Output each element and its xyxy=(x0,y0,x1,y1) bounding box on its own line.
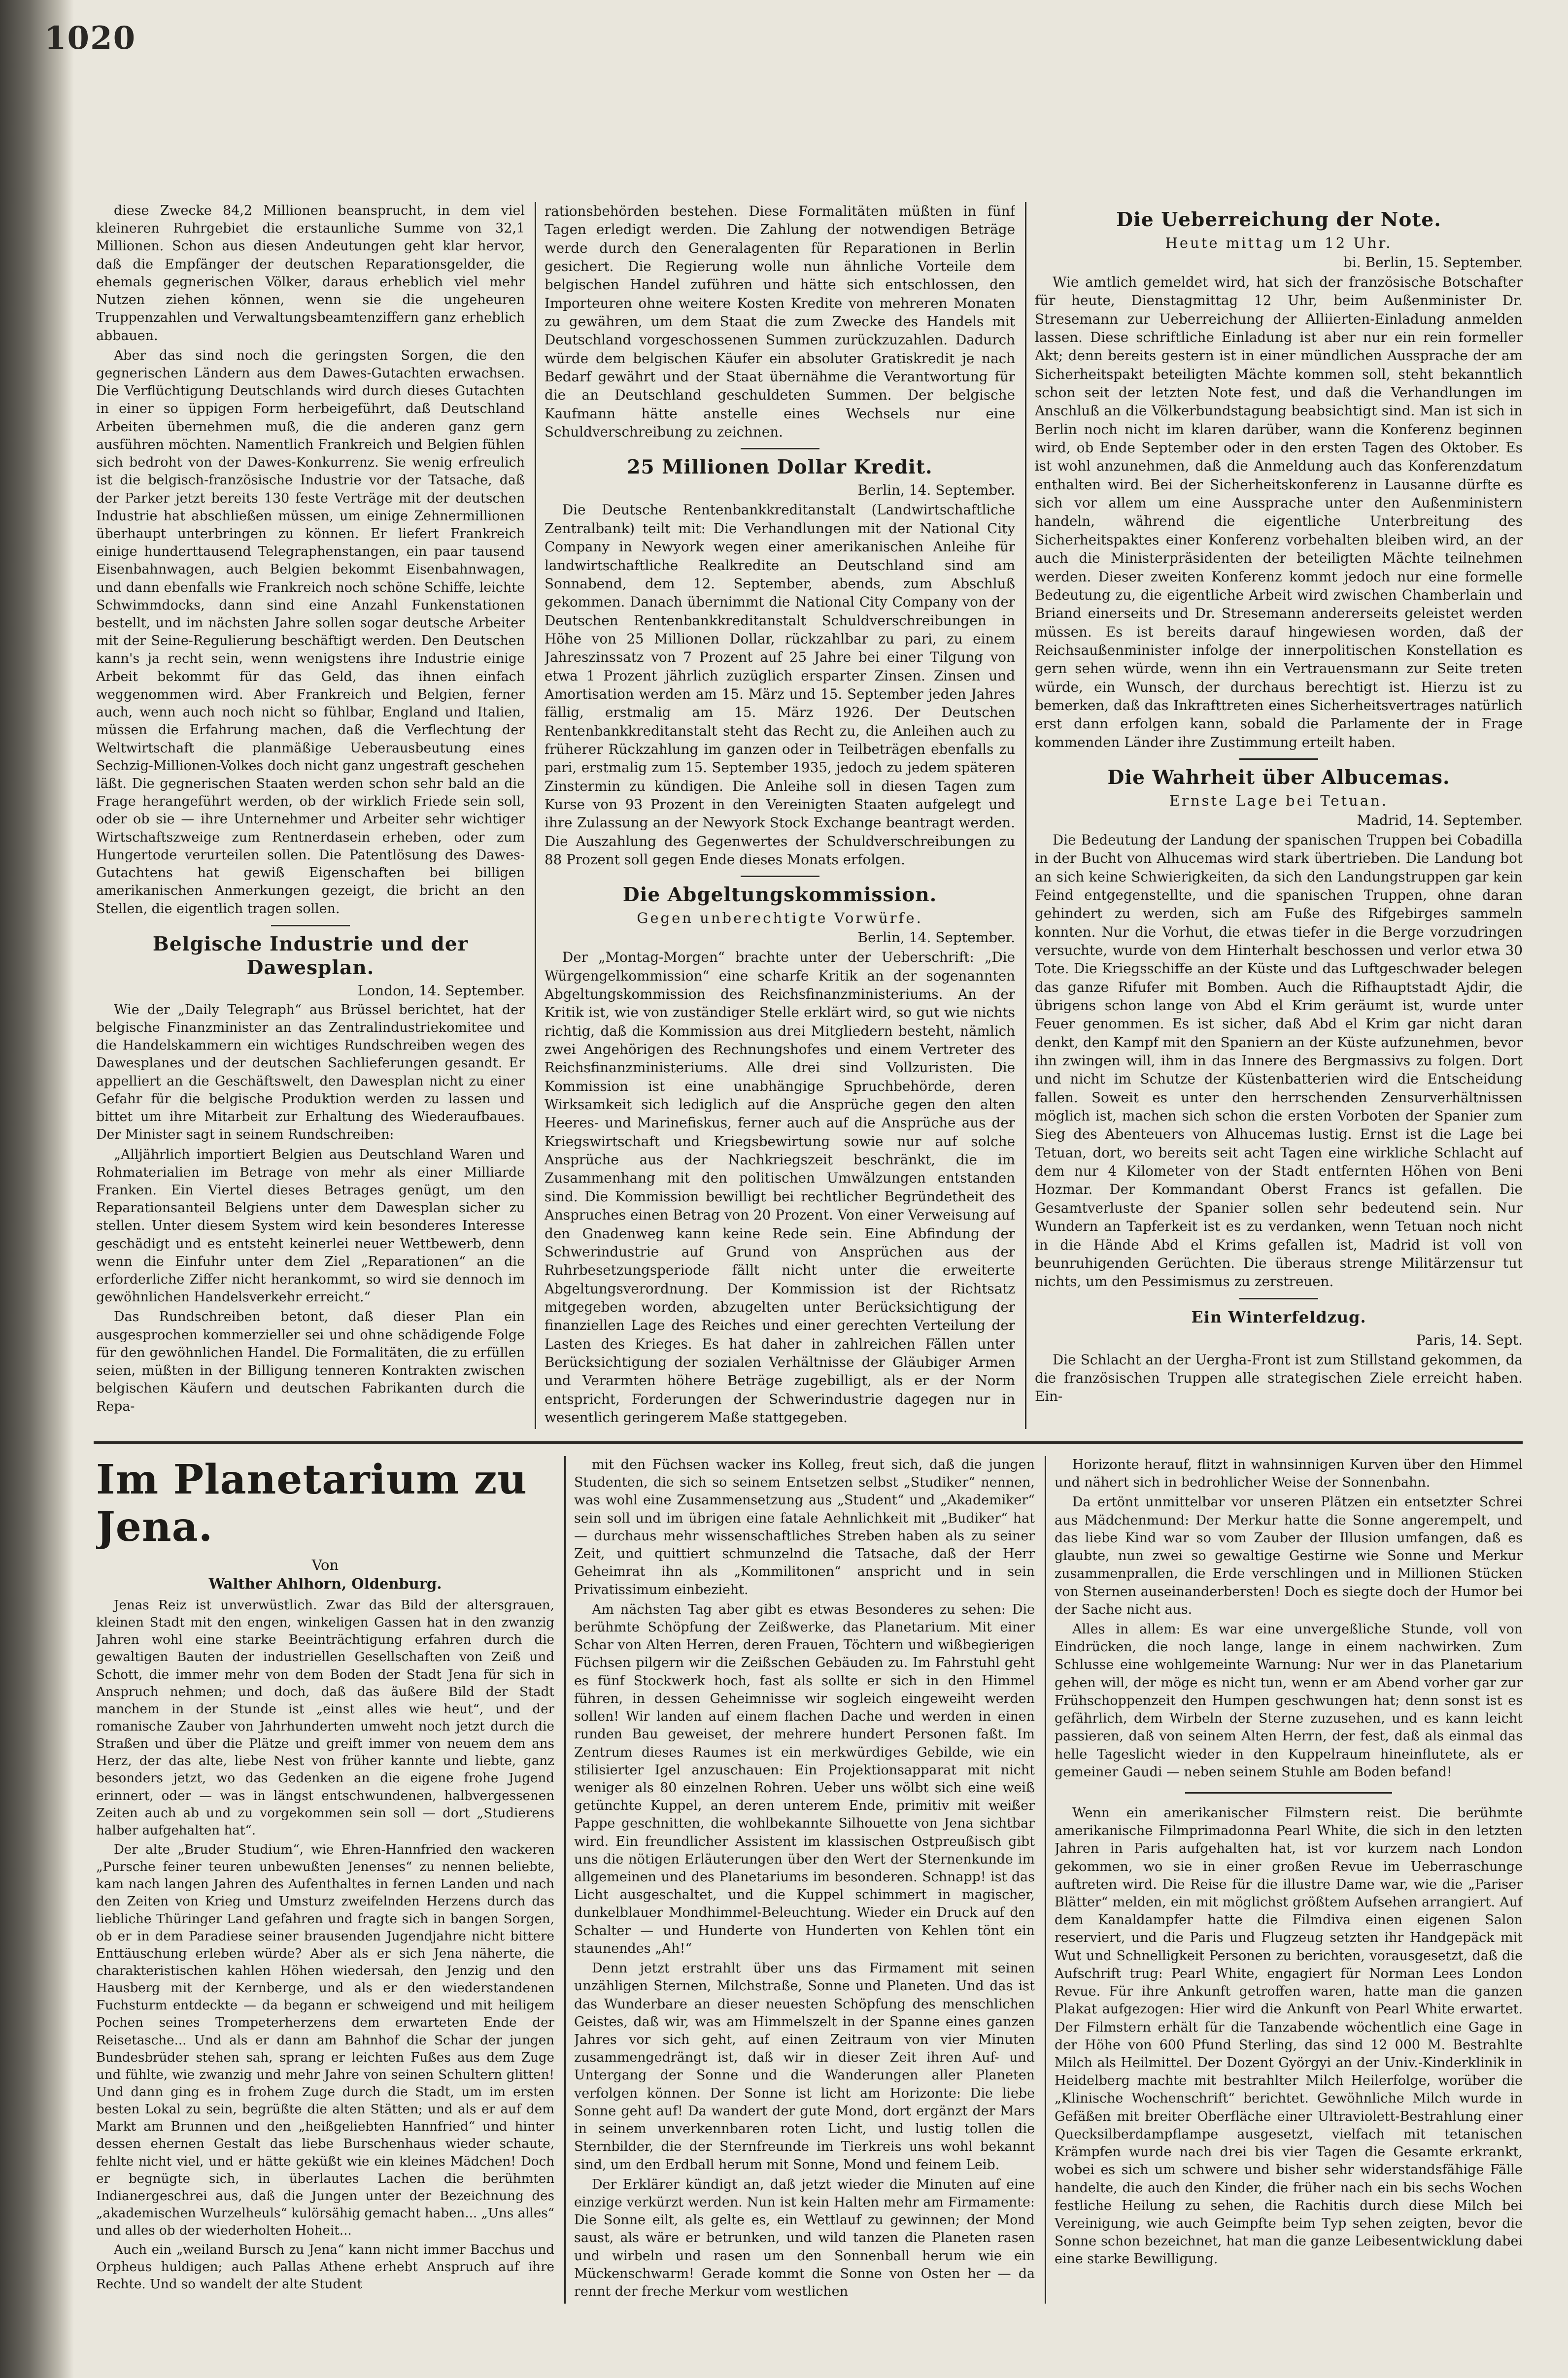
paragraph: Auch ein „weiland Bursch zu Jena“ kann nicht immer Bacchus und Orpheus huldigen; auch Pallas Athene erhebt Anspruch auf ihre Rechte. Und so wandelt der alte Student xyxy=(96,2242,554,2292)
col3-body-2 xyxy=(1035,831,1523,1291)
paragraph: Jenas Reiz ist unverwüstlich. Zwar das Bild der altersgrauen, kleinen Stadt mit den engen, winkeligen Gassen hat in den zwanzig Jahren wohl eine starke Beeinträchtigung erfahren durch die gewaltigen Bauten der industriellen Gesellschaften von Zeiß und Schott, die immer mehr von dem Boden der Stadt Jena für sich in Anspruch nehmen; und doch, daß das äußere Bild der Stadt manchem in der Stunde ist „einst alles wie heut“, und der romanische Zauber von Jahrhunderten umweht noch jetzt durch die Straßen und über die Plätze und greift immer von neuem dem ans Herz, der das alte, liebe Nest von früher kannte und liebte, ganz besonders jetzt, wo das Gedenken an die eigene frohe Jugend erinnert, oder — was in längst entschwundenen, halbvergessenen Zeiten auch ab und zu vorgekommen sein soll — dort „Studierens halber aufgehalten hat“. xyxy=(96,1598,554,1838)
top-column-2 xyxy=(545,202,1015,1429)
paragraph: Die Bedeutung der Landung der spanischen Truppen bei Cobadilla in der Bucht von Alhucemas wird stark übertrieben. Die Landung bot an sich keine Schwierigkeiten, da sich den Landungstruppen gar kein Feind entgegenstellte, und die spanischen Truppen, ohne daran gehindert zu werden, sich am Fuße des Rifgebirges sammeln konnten. Nur die Vorhut, die etwas tiefer in die Berge vorzudringen versuchte, wurde von dem Hinterhalt beschossen und verlor etwa 30 Tote. Die Kriegsschiffe an der Küste und das Luftgeschwader belegen das ganze Rifufer mit Bomben. Auch die Rifhauptstadt Ajdir, die übrigens schon lange von Abd el Krim geräumt ist, wurde unter Feuer genommen. Es ist sicher, daß Abd el Krim gar nicht daran denkt, den Kampf mit den Spaniern an der Küste aufzunehmen, bevor ihn zwingen will, ihm in das Innere des Bergmassivs zu folgen. Dort und nicht im Schutze der Küstenbatterien wird die Entscheidung fallen. Soweit es unter den herrschenden Zensurverhältnissen möglich ist, machen sich schon die ersten Vorboten der Spanier zum Sieg des Abenteuers von Alhucemas lustig. Ernst ist die Lage bei Tetuan, dort, wo bereits seit acht Tagen eine wirkliche Schlacht auf dem nur 4 Kilometer von der Stadt entfernten Höhen von Beni Hozmar. Der Kommandant Oberst Francs ist gefallen. Die Gesamtverluste der Spanier sollen sehr bedeutend sein. Nur Wundern an Tapferkeit ist es zu verdanken, wenn Tetuan noch nicht in die Hände Abd el Krims gefallen ist, Madrid ist voll von beunruhigenden Gerüchten. Die überaus strenge Militärzensur tut nichts, um den Pessimismus zu zerstreuen. xyxy=(1035,831,1523,1290)
paragraph: mit den Füchsen wacker ins Kolleg, freut sich, daß die jungen Studenten, die sich so seinem Entsetzen selbst „Studiker“ nennen, was wohl eine Zusammensetzung aus „Student“ und „Akademiker“ sein soll und im übrigen eine fatale Aehnlichkeit mit „Budiker“ hat — durchaus mehr wissenschaftliches Streben haben als zu seiner Zeit, und quittiert schmunzelnd die Tatsache, daß der Herr Geheimrat ihn als „Kommilitonen“ anspricht und in sein Privatissimum einbezieht. xyxy=(574,1457,1035,1597)
separator xyxy=(741,876,819,877)
headline-ueberreichung-note: Die Ueberreichung der Note. xyxy=(1116,208,1441,231)
paragraph: Der Erklärer kündigt an, daß jetzt wieder die Minuten auf eine einzige verkürzt werden. Nun ist kein Halten mehr am Firmamente: Die Sonne eilt, als gelte es, ein Wettlauf zu gewinnen; der Mond saust, als wäre er betrunken, und wild tanzen die Planeten rasen und wirbeln und rasen um den Sonnenball herum wie ein Mückenschwarm! Gerade kommt die Sonne von Osten her — da rennt der freche Merkur vom westlichen xyxy=(574,2176,1035,2300)
column-rule xyxy=(564,1456,566,2304)
binding-shadow xyxy=(0,0,74,2378)
paragraph: Alles in allem: Es war eine unvergeßliche Stunde, voll von Eindrücken, die noch lange, lange in einem nachwirken. Zum Schlusse eine wohlgemeinte Warnung: Nur wer in das Planetarium gehen will, der möge es nicht tun, wenn er am Abend vorher gar zur Frühschoppenzeit den Humpen geschwungen hat; denn sonst ist es gefährlich, dem Wirbeln der Sterne zuzusehen, und es kann leicht passieren, daß von seinem Alten Herrn, der fest, daß als einmal das helle Tageslicht wieder in den Kuppelraum hineinflutete, als er gemeiner Gaudi — neben seinem Stuhle am Boden befand! xyxy=(1055,1621,1523,1780)
separator xyxy=(741,448,819,449)
paragraph: Da ertönt unmittelbar vor unseren Plätzen ein entsetzter Schrei aus Mädchenmund: Der Merkur hatte die Sonne angerempelt, und das liebe Kind war so vom Zauber der Illusion umfangen, daß es glaubte, nun zwei so gewaltige Gestirne wie Sonne und Merkur zusammenprallen, die Erde verschlingen und in Millionen Stücken von Sternen auseinanderbersten! Doch es siegte doch der Humor bei der Sache nicht aus. xyxy=(1055,1495,1523,1617)
dateline: bi. Berlin, 15. September. xyxy=(1343,254,1523,271)
column-rule xyxy=(535,202,536,1429)
page-number: 1020 xyxy=(44,20,136,57)
paragraph: Das Rundschreiben betont, daß dieser Plan ein ausgesprochen kommerzieller sei und ohne schädigende Folge für den gewöhnlichen Handel. Die Formalitäten, die zu erfüllen seien, müßten in der Billigung tenneren Kontrakten zwischen belgischen Käufern und deutschen Fabrikanten durch die Repa- xyxy=(96,1309,525,1414)
paragraph: „Alljährlich importiert Belgien aus Deutschland Waren und Rohmaterialien im Betrage von mehr als einer Milliarde Franken. Ein Viertel dieses Betrages genügt, um den Reparationsanteil Belgiens unter dem Dawesplan sicher zu stellen. Unter diesem System wird kein besonderes Interesse geschädigt und es entsteht keinerlei neuer Wettbewerb, denn wenn die Einfuhr unter dem Ziel „Reparationen“ an die erforderliche Ziffer nicht herankommt, so wird sie dennoch im gewöhnlichen Handelsverkehr erreicht.“ xyxy=(96,1147,525,1305)
paragraph: Der „Montag-Morgen“ brachte unter der Ueberschrift: „Die Würgengelkommission“ eine scharfe Kritik an der sogenannten Abgeltungskommission des Reichsfinanzministeriums. An der Kritik ist, wie von zuständiger Stelle erklärt wird, so gut wie nichts richtig, daß die Kommission aus drei Mitgliedern besteht, nämlich zwei Angehörigen des Rechnungshofes und einem Vertreter des Reichsfinanzministeriums. Alle drei sind Vollzuristen. Die Kommission ist eine unabhängige Spruchbehörde, deren Wirksamkeit sich lediglich auf die Ansprüche gegen den alten Heeres- und Marinefiskus, ferner auch auf die Ansprüche aus der Kriegswirtschaft und Kriegsbewirtung sowie nur auf solche Ansprüche aus der Nachkriegszeit beschränkt, die im Zusammenhang mit den politischen Umwälzungen entstanden sind. Die Kommission bewilligt bei rechtlicher Begründetheit des Anspruches einen Betrag von 20 Prozent. Von einer Verweisung auf den Gnadenweg kann keine Rede sein. Eine Abfindung der Schwerindustrie auf Grund von Ansprüchen aus der Ruhrbesetzungsperiode fällt nicht unter die erweiterte Abgeltungsverordnung. Der Kommission ist der Richtsatz mitgegeben worden, abzugelten unter Berücksichtigung der finanziellen Lage des Reiches und einer gerechten Verteilung der Lasten des Krieges. Es hat daher in zahlreichen Fällen unter Berücksichtigung der sozialen Verhältnisse der Gläubiger Armen und Verarmten höhere Beträge zugebilligt, als er der Norm entspricht, Forderungen der Schwerindustrie dagegen nur in wesentlich geringerem Maße stattgegeben. xyxy=(545,949,1015,1426)
paragraph: Der alte „Bruder Studium“, wie Ehren-Hannfried den wackeren „Pursche feiner teuren unbewußten Jenenses“ zu nennen beliebte, kam nach langen Jahren des Aufenthaltes in fernen Landen und nach den Zeiten von Krieg und Umsturz zweifelnden Herzens durch das liebliche Thüringer Land gefahren und fragte sich in bangen Sorgen, ob er in dem Paradiese seiner brausenden Jugendjahre nicht bittere Enttäuschung erleben würde? Aber als er sich Jena näherte, die charakteristischen kahlen Höhen wiedersah, den Jenzig und den Hausberg mit der Kernberge, und als er den wiederstandenen Fuchsturm entdeckte — da begann er schweigend und mit heiligem Pochen seines Trompeterherzens dem erwarteten Ende der Reisetasche... Und als er dann am Bahnhof die Schar der jungen Bundesbrüder stehen sah, sprang er leichten Fußes aus dem Zuge und fühlte, wie zwanzig und mehr Jahre von seinen Schultern glitten! Und dann ging es in frohem Zuge durch die Stadt, um im ersten besten Lokal zu sein, begrüßte die alten Stätten; und als er auf dem Markt am Brunnen und den „heißgeliebten Hannfried“ und hinter dessen ehernen Gestalt das liebe Burschenhaus wieder schaute, fehlte nicht viel, und er hätte geküßt wie ein kleines Mädchen! Doch er begnügte sich, in überlautes Lachen die berühmten Indianergeschrei aus, daß die Jungen unter der Bezeichnung des „akademischen Wurzelheuls“ kulörsähig gemacht haben... „Uns alles“ und alles ob der wiederholten Hoheit... xyxy=(96,1842,554,2239)
col2-body xyxy=(545,202,1015,441)
headline-winterfeldzug: Ein Winterfeldzug. xyxy=(1191,1307,1366,1326)
paragraph: Aber das sind noch die geringsten Sorgen, die den gegnerischen Ländern aus dem Dawes-Gutachten erwachsen. Die Verflüchtigung Deutschlands wird durch dieses Gutachten in einer so üppigen Form herbeigeführt, daß Deutschland Arbeiten übernehmen muß, die die anderen ganz gern ausführen möchten. Namentlich Frankreich und Belgien fühlen sich bedroht von der Dawes-Konkurrenz. Sie wenig erfreulich ist die belgisch-französische Industrie vor der Tatsache, daß der Parker jetzt bereits 130 feste Verträge mit der deutschen Industrie hat abschließen müssen, um einige Zehnermillionen überhaupt unterbringen zu können. Er liefert Frankreich einige hunderttausend Telegraphenstangen, ein paar tausend Eisenbahnwagen, auch Belgien bekommt Eisenbahnwagen, und dann ebenfalls wie Frankreich noch schöne Schiffe, leichte Schwimmdocks, dann sind eine Anzahl Funkenstationen bestellt, und im nächsten Jahre sollen sogar deutsche Arbeiter mit der Seine-Regulierung beschäftigt werden. Den Deutschen kann's ja recht sein, wenn wenigstens ihre Industrie einige Arbeit bekommt für das Geld, das ihnen einfach weggenommen wird. Aber Frankreich und Belgien, ferner auch, wenn auch noch nicht so fühlbar, England und Italien, müssen die Erfahrung machen, daß die Verflechtung der Weltwirtschaft die planmäßige Ueberausbeutung eines Sechzig-Millionen-Volkes doch nicht ganz ungestraft geschehen läßt. Die gegnerischen Staaten werden schon sehr bald an die Frage herangeführt werden, ob der wirklich Friede sein soll, oder ob sie — ihre Unternehmer und Arbeiter sehr wichtiger Wirtschaftszweige zum Rentnerdasein erheben, oder zum Hungertode verurteilen sollen. Die Patentlösung des Dawes-Gutachtens hat gewiß Eigenschaften bei billigen amerikanischen Anmerkungen gezeigt, die bricht an den Stellen, die eigentlich tragen sollen. xyxy=(96,347,525,917)
separator xyxy=(1239,758,1318,760)
paragraph: Wenn ein amerikanischer Filmstern reist. Die berühmte amerikanische Filmprimadonna Pearl White, die sich in den letzten Jahren in Paris aufgehalten hat, ist vor kurzem nach London gekommen, wo sie in einer großen Revue im Ueberraschunge auftreten wird. Die Reise für die illustre Dame war, wie die „Pariser Blätter“ melden, ein mit möglichst größtem Aufsehen arrangiert. Auf dem Kanaldampfer hatte die Filmdiva einen eigenen Salon reserviert, und die Paris und Flugzeug setzten ihr Handgepäck mit Wut und Schnelligkeit Personen zu berichten, vorausgesetzt, daß die Aufschrift trug: Pearl White, engagiert für Norman Lees London Revue. Für ihre Ankunft getroffen waren, hatte man die ganzen Plakat aufgezogen: Hier wird die Ankunft von Pearl White erwartet. Der Filmstern erhält für die Tanzabende wöchentlich eine Gage in der Höhe von 600 Pfund Sterling, das sind 12 000 M. Bestrahlte Milch als Heilmittel. Der Dozent Györgyi an der Univ.-Kinderklinik in Heidelberg machte mit bestrahlter Milch Heilerfolge, worüber die „Klinische Wochenschrift“ berichtet. Gewöhnliche Milch wurde in Gefäßen mit breiter Oberfläche einer Ultraviolett-Bestrahlung einer Quecksilberdampflampe ausgesetzt, vielfach mit tetanischen Krämpfen wurde nach drei bis vier Tagen die Gesamte erkrankt, wobei es sich um schwere und bisher sehr widerstandsfähige Fälle handelte, die auch den Kinder, die früher nach ein bis sechs Wochen festliche Heilung zu sehen, die Rachitis durch diese Milch bei Vereinigung, wie auch Geimpfte beim Typ sehen zeigten, bevor die Sonne schon bezeichnet, hat man die ganze Leibesentwicklung dabei eine starke Bewilligung. xyxy=(1055,1805,1523,2267)
col3-body-3 xyxy=(1035,1351,1523,1406)
author-name: Walther Ahlhorn, Oldenburg. xyxy=(208,1575,442,1592)
top-column-3 xyxy=(1035,202,1523,1429)
feuilleton-body-3 xyxy=(1055,1456,1523,1781)
paragraph: diese Zwecke 84,2 Millionen beansprucht, in dem viel kleineren Ruhrgebiet die erstaunliche Summe von 32,1 Millionen. Schon aus diesen Andeutungen geht klar hervor, daß die Empfänger der deutschen Reparationsgelder, die ehemals gegnerischen Völker, daraus erheblich viel mehr Nutzen ziehen können, wenn sie die ungeheuren Truppenzahlen und Verwaltungsbeamtenziffern ganz erheblich abbauen. xyxy=(96,203,525,343)
paragraph: Die Deutsche Rentenbankkreditanstalt (Landwirtschaftliche Zentralbank) teilt mit: Die Verhandlungen mit der National City Company in Newyork wegen einer amerikanischen Anleihe für landwirtschaftliche Realkredite an Deutschland sind am Sonnabend, dem 12. September, abends, zum Abschluß gekommen. Danach übernimmt die National City Company von der Deutschen Rentenbankkreditanstalt Schuldverschreibungen in Höhe von 25 Millionen Dollar, rückzahlbar zu pari, zu einem Jahreszinssatz von 7 Prozent auf 25 Jahre bei einer Tilgung von etwa 1 Prozent jährlich zuzüglich ersparter Zinsen. Zinsen und Amortisation werden am 15. März und 15. September jeden Jahres fällig, erstmalig am 15. März 1926. Der Deutschen Rentenbankkreditanstalt steht das Recht zu, die Anleihen auch zu früherer Rückzahlung im ganzen oder in Teilbeträgen ebenfalls zu pari, erstmalig zum 15. September 1935, jedoch zu jedem späteren Zinstermin zu kündigen. Die Anleihe soll in diesen Tagen zum Kurse von 93 Prozent in den Vereinigten Staaten aufgelegt und ihre Zulassung an der Newyork Stock Exchange beantragt werden. Die Auszahlung des Gegenwertes der Schuldverschreibungen zu 88 Prozent soll gegen Ende dieses Monats erfolgen. xyxy=(545,502,1015,868)
subheadline: Gegen unberechtigte Vorwürfe. xyxy=(637,910,923,927)
news-items-body xyxy=(1055,1804,1523,2269)
bottom-column-3 xyxy=(1055,1456,1523,2304)
feuilleton-headline: Im Planetarium zu Jena. xyxy=(96,1456,527,1551)
subheadline: Heute mittag um 12 Uhr. xyxy=(1165,235,1393,251)
col2-body-3 xyxy=(545,948,1015,1427)
separator xyxy=(1239,1298,1318,1299)
headline-dollar-kredit: 25 Millionen Dollar Kredit. xyxy=(627,456,933,479)
paragraph: Am nächsten Tag aber gibt es etwas Besonderes zu sehen: Die berühmte Schöpfung der Zeißwerke, das Planetarium. Mit einer Schar von Alten Herren, deren Frauen, Töchtern und wißbegierigen Füchsen pilgern wir die Zeißschen Gebäuden zu. Im Fahrstuhl geht es fünf Stockwerk hoch, fast als sollte er sich in den Himmel führen, in dessen Geheimnisse wir sogleich eingeweiht werden sollen! Wir landen auf einem flachen Dache und werden in einen runden Bau geweiset, der mehrere hundert Personen faßt. Im Zentrum dieses Raumes ist ein merkwürdiges Gebilde, wie ein stilisierter Igel anzuschauen: Ein Projektionsapparat mit nicht weniger als 80 einzelnen Rohren. Ueber uns wölbt sich eine weiß getünchte Kuppel, an deren unterem Ende, primitiv mit weißer Pappe geschnitten, die wohlbekannte Silhouette von Jena sichtbar wird. Ein freundlicher Assistent im klassischen Ostpreußisch gibt uns die nötigen Erläuterungen über den Wert der Sternenkunde im allgemeinen und des Planetariums im besonderen. Schnapp! ist das Licht ausgeschaltet, und die Kuppel schimmert in magischer, dunkelblauer Mondhimmel-Beleuchtung. Wieder ein Druck auf den Schalter — und Hunderte von Hunderten von Kehlen tönt ein staunendes „Ah!“ xyxy=(574,1601,1035,1956)
dateline: Berlin, 14. September. xyxy=(857,482,1015,499)
column-rule xyxy=(1025,202,1026,1429)
headline-wahrheit-albucemas: Die Wahrheit über Albucemas. xyxy=(1107,766,1450,789)
paragraph: Denn jetzt erstrahlt über uns das Firmament mit seinen unzähligen Sternen, Milchstraße, Sonne und Planeten. Und das ist das Wunderbare an dieser neuesten Schöpfung des menschlichen Geistes, daß wir, was am Himmelszelt in der Spanne eines ganzen Jahres vor sich geht, auf einen Zeitraum von vier Minuten zusammengedrängt ist, daß wir in dieser Zeit ihren Auf- und Untergang der Sonne und die Wanderungen aller Planeten verfolgen können. Der Sonne ist licht am Horizonte: Die liebe Sonne geht auf! Da wandert der gute Mond, dort ergänzt der Mars in seinem unverkennbaren roten Licht, und lustig tollen die Sternbilder, die der Sternfreunde im Tierkreis uns wohl bekannt sind, um den Erdball herum mit Sonne, Mond und feinem Leib. xyxy=(574,1961,1035,2173)
paragraph: Wie der „Daily Telegraph“ aus Brüssel berichtet, hat der belgische Finanzminister an das Zentralindustriekomitee und die Handelskammern ein wichtiges Rundschreiben wegen des Dawesplanes und der deutschen Sachlieferungen gesandt. Er appelliert an die Geschäftswelt, den Dawesplan nicht zu einer Gefahr für die belgische Produktion werden zu lassen und bittet um ihre Mitarbeit zur Erhaltung des Wiederaufbaues. Der Minister sagt in seinem Rundschreiben: xyxy=(96,1002,525,1143)
section-divider xyxy=(94,1441,1523,1444)
paragraph: rationsbehörden bestehen. Diese Formalitäten müßten in fünf Tagen erledigt werden. Die Zahlung der notwendigen Beträge werde durch den Generalagenten für Reparationen in Berlin gesichert. Die Regierung wolle nun ähnliche Vorteile dem belgischen Handel zuführen und hätte sich entschlossen, den Importeuren ohne weitere Kosten Kredite von mehreren Monaten zu gewähren, um dem Staat die zum Zwecke des Handels mit Deutschland vorgeschossenen Summen zurückzuzahlen. Dadurch würde dem belgischen Käufer ein absoluter Gratiskredit je nach Bedarf gewährt und der Staat übernähme die Verantwortung für die an Deutschland geschuldeten Summen. Der belgische Kaufmann hätte anstelle eines Wechsels nur eine Schuldverschreibung zu zeichnen. xyxy=(545,203,1015,441)
top-column-1 xyxy=(96,202,525,1429)
byline-prefix: Von xyxy=(311,1557,339,1573)
col2-body-2 xyxy=(545,501,1015,869)
paragraph: Wie amtlich gemeldet wird, hat sich der französische Botschafter für heute, Dienstagmittag 12 Uhr, beim Außenminister Dr. Stresemann zur Ueberreichung der Alliierten-Einladung anmelden lassen. Diese schriftliche Einladung ist aber nur ein rein formeller Akt; denn bereits gestern ist in einer mündlichen Aussprache der am Sicherheitspakt beteiligten Mächte kommen soll, steht bekanntlich schon seit der letzten Note fest, und daß die Verhandlungen im Anschluß an die Völkerbundstagung beabsichtigt sind. Man ist sich in Berlin noch nicht im klaren darüber, wann die Konferenz beginnen wird, ob Ende September oder in den ersten Tagen des Oktober. Es ist wohl anzunehmen, daß die Anmeldung auch das Konferenzdatum enthalten wird. Bei der Sicherheitskonferenz in Lausanne dürfte es sich vor allem um eine Aussprache unter den Außenministern handeln, während die eigentliche Unterbreitung des Sicherheitspaktes einer Konferenz vorbehalten bleiben wird, an der auch die Ministerpräsidenten der beteiligten Mächte teilnehmen werden. Dieser zweiten Konferenz kommt jedoch nur eine formelle Bedeutung zu, die eigentliche Arbeit wird zwischen Chamberlain und Briand einerseits und Dr. Stresemann andererseits geleistet werden müssen. Es ist bereits darauf hingewiesen worden, daß der Reichsaußenminister infolge der innerpolitischen Konstellation es gern sehen würde, wenn ihn ein Vertrauensmann zur Seite treten würde, ein Wunsch, der durchaus berechtigt ist. Hierzu ist zu bemerken, daß das Inkrafttreten eines Sicherheitsvertrages natürlich erst dann erfolgen kann, sobald die Parlamente der in Frage kommenden Länder ihre Zustimmung erteilt haben. xyxy=(1035,274,1523,750)
col1-body xyxy=(96,202,525,918)
feuilleton-body-2 xyxy=(574,1456,1035,2301)
col3-body xyxy=(1035,273,1523,751)
col1-body-2 xyxy=(96,1001,525,1416)
separator xyxy=(1185,1792,1392,1794)
column-rule xyxy=(1045,1456,1046,2304)
dateline: Madrid, 14. September. xyxy=(1357,812,1523,828)
dateline: Berlin, 14. September. xyxy=(857,929,1015,946)
feuilleton-body-1 xyxy=(96,1597,554,2294)
paragraph: Horizonte herauf, flitzt in wahnsinnigen Kurven über den Himmel und nähert sich in bedrohlicher Weise der Sonnenbahn. xyxy=(1055,1457,1523,1491)
paragraph: Die Schlacht an der Uergha-Front ist zum Stillstand gekommen, da die französischen Truppen alle strategischen Ziele erreicht haben. Ein- xyxy=(1035,1351,1523,1405)
bottom-column-2 xyxy=(574,1456,1035,2304)
dateline: Paris, 14. Sept. xyxy=(1416,1331,1523,1348)
dateline: London, 14. September. xyxy=(357,982,525,999)
headline-abgeltungskommission: Die Abgeltungskommission. xyxy=(622,883,937,907)
headline-belgische-industrie: Belgische Industrie und der Dawesplan. xyxy=(152,932,469,979)
bottom-column-1 xyxy=(96,1456,554,2304)
separator xyxy=(271,925,350,926)
subheadline: Ernste Lage bei Tetuan. xyxy=(1169,792,1389,809)
